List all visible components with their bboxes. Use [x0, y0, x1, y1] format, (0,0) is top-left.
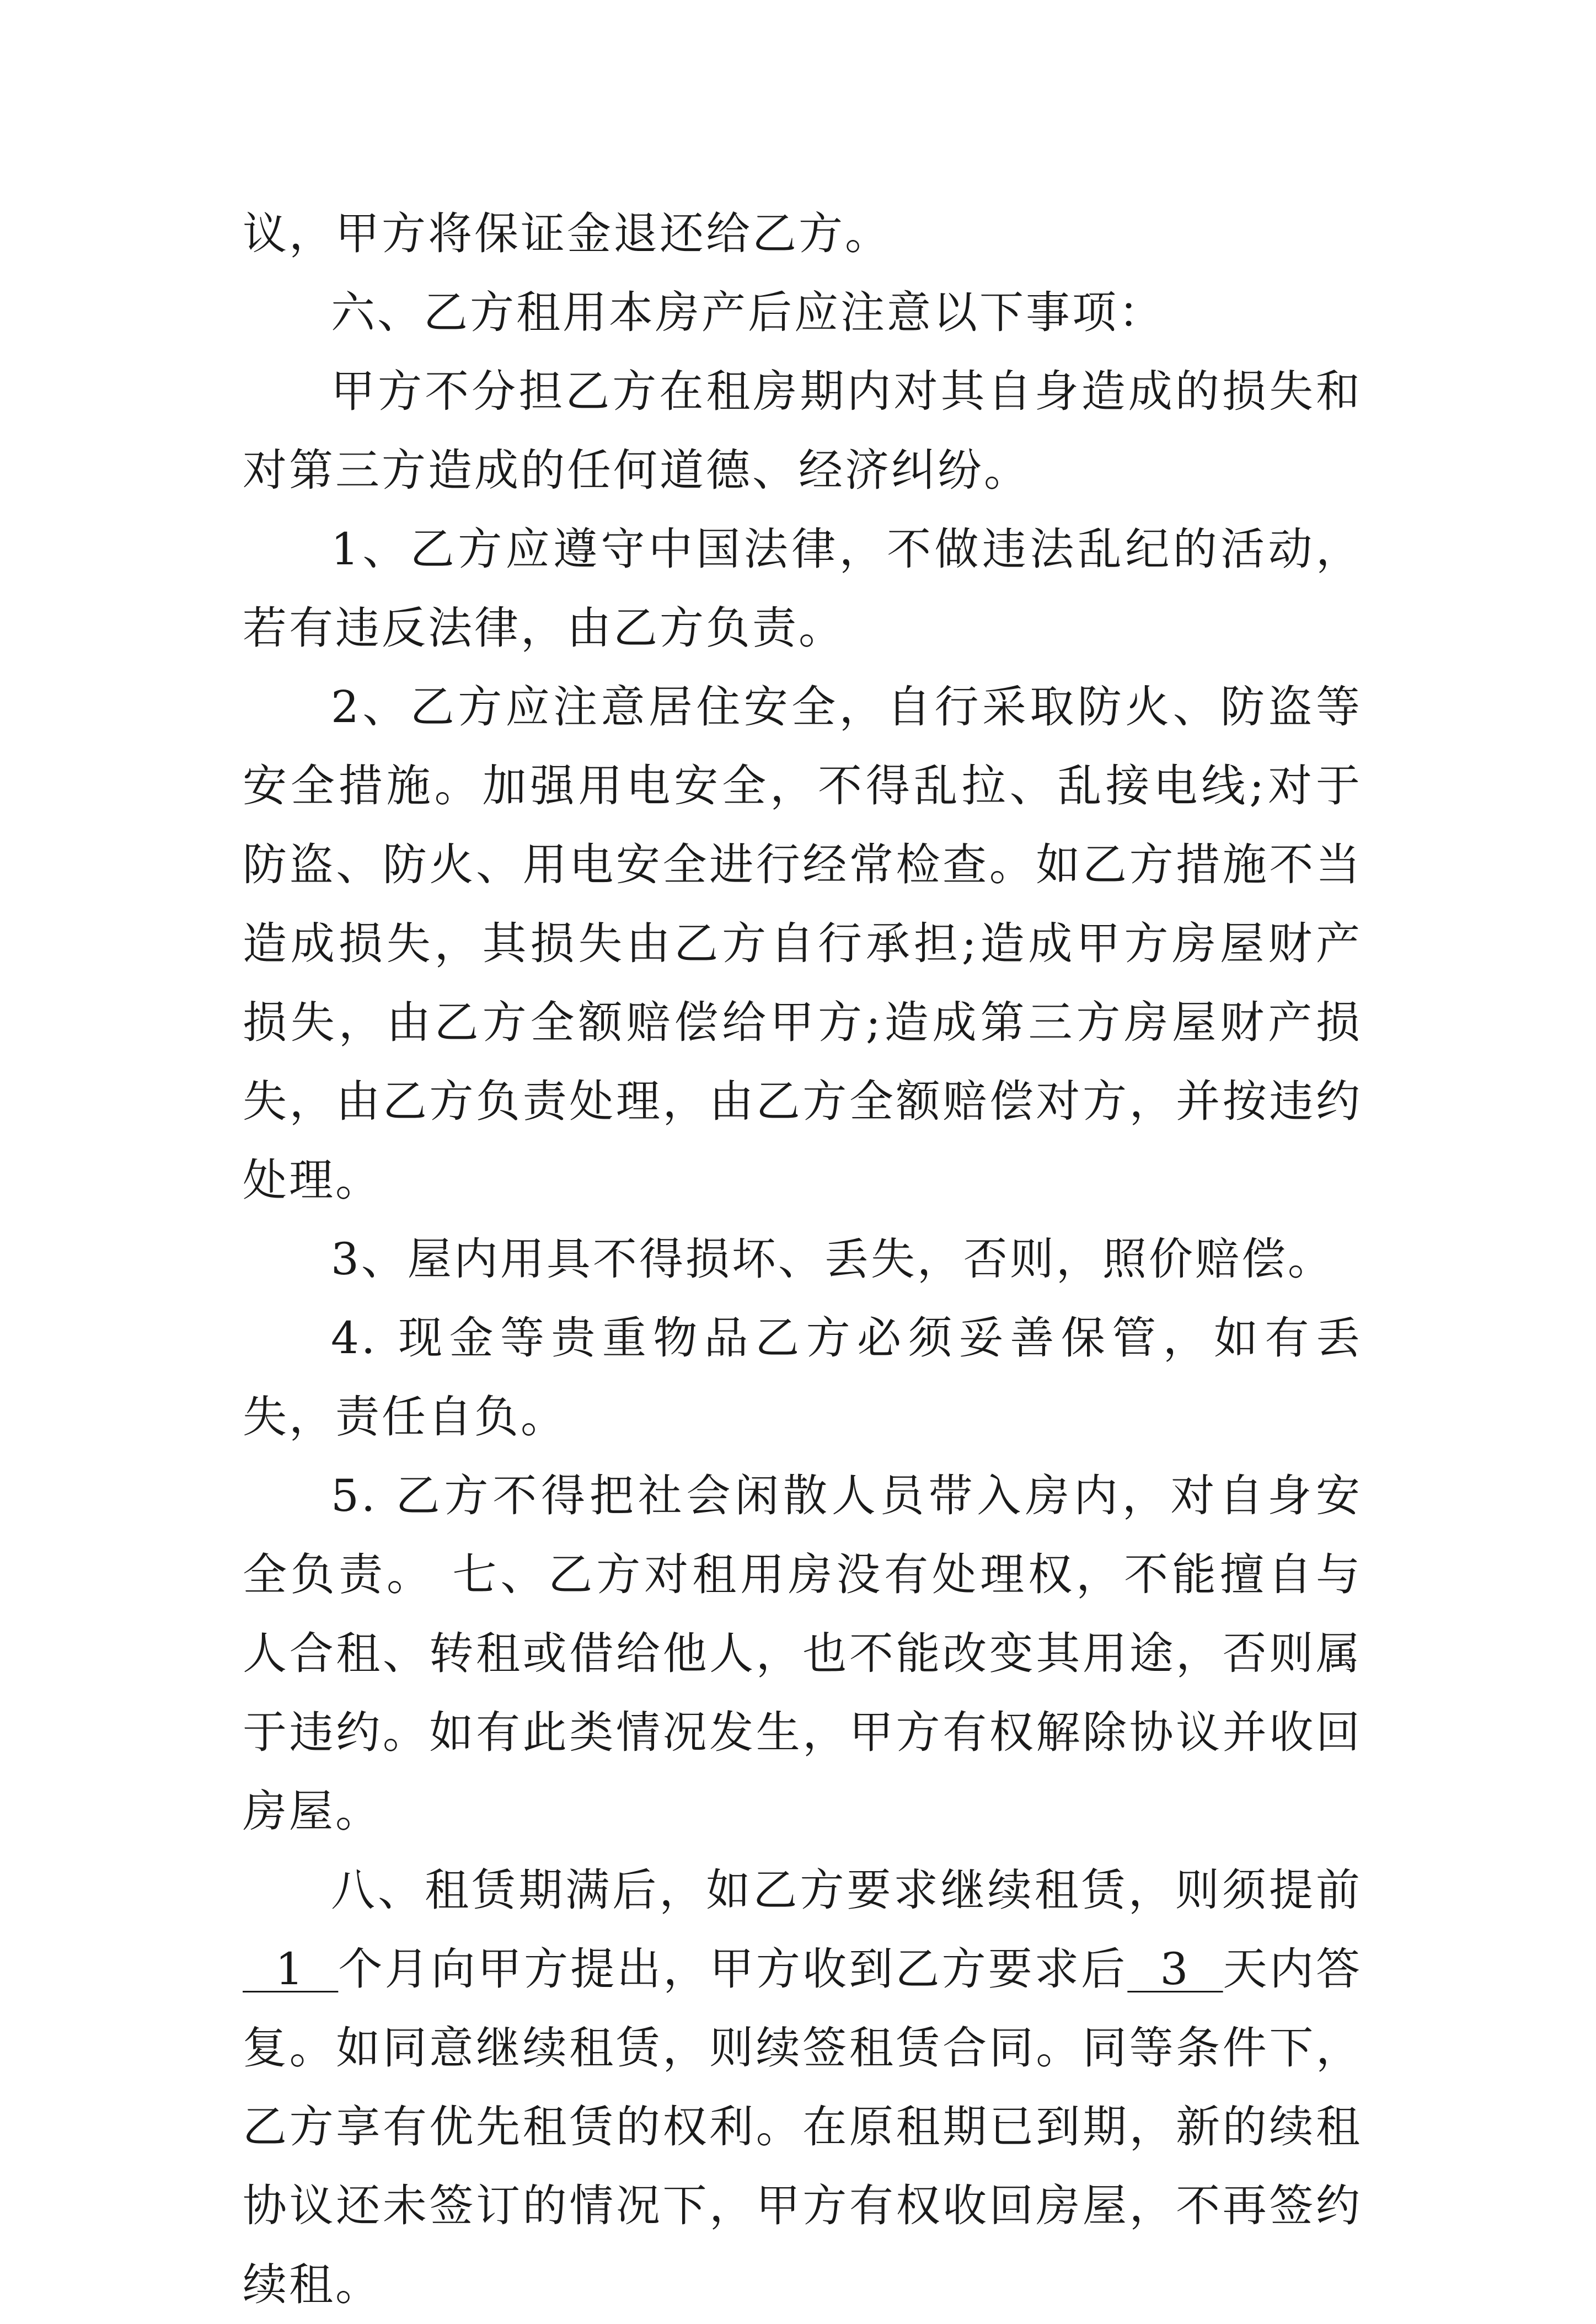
paragraph	[243, 1299, 1362, 1456]
paragraph	[243, 667, 1362, 1220]
paragraph	[243, 510, 1362, 667]
paragraph-text: 八、租赁期满后，如乙方要求继续租赁，则须提前	[331, 1864, 1362, 1916]
paragraph-text: 3、屋内用具不得损坏、丢失，否则，照价赔偿。	[331, 1233, 1334, 1285]
paragraph	[243, 1220, 1362, 1299]
paragraph	[243, 1456, 1362, 1851]
paragraph-text: 天内答复。如同意继续租赁，则续签租赁合同。同等条件下，乙方享有优先租赁的权利。在原租期已到期，新的续租协议还未签订的情况下，甲方有权收回房屋，不再签约续租。	[243, 1943, 1363, 2310]
fill-in-blank: 3	[1127, 1943, 1223, 1995]
paragraph-text: 5. 乙方不得把社会闲散人员带入房内，对自身安全负责。 七、乙方对租用房没有处理权，不能擅自与人合租、转租或借给他人，也不能改变其用途，否则属于违约。如有此类情况发生，甲方有权解除协议并收回房屋。	[243, 1470, 1362, 1837]
paragraph-text: 六、乙方租用本房产后应注意以下事项：	[331, 287, 1165, 338]
paragraph-text: 2、乙方应注意居住安全，自行采取防火、防盗等安全措施。加强用电安全，不得乱拉、乱接电线;对于防盗、防火、用电安全进行经常检查。如乙方措施不当造成损失，其损失由乙方自行承担;造成甲方房屋财产损失，由乙方全额赔偿给甲方;造成第三方房屋财产损失，由乙方负责处理，由乙方全额赔偿对方，并按违约处理。	[243, 681, 1362, 1206]
paragraph	[243, 194, 1362, 273]
paragraph	[243, 273, 1362, 352]
paragraph-text: 个月向甲方提出，甲方收到乙方要求后	[338, 1943, 1128, 1995]
paragraph-text: 1、乙方应遵守中国法律，不做违法乱纪的活动，若有违反法律，由乙方负责。	[243, 523, 1362, 654]
paragraph	[243, 352, 1362, 510]
paragraph-text: 甲方不分担乙方在租房期内对其自身造成的损失和对第三方造成的任何道德、经济纠纷。	[243, 366, 1362, 496]
paragraph	[243, 1851, 1362, 2324]
paragraph-text: 4. 现金等贵重物品乙方必须妥善保管，如有丢失，责任自负。	[243, 1312, 1362, 1443]
fill-in-blank: 1	[243, 1943, 339, 1995]
document-body	[243, 194, 1362, 2324]
paragraph-text: 议，甲方将保证金退还给乙方。	[243, 208, 891, 259]
